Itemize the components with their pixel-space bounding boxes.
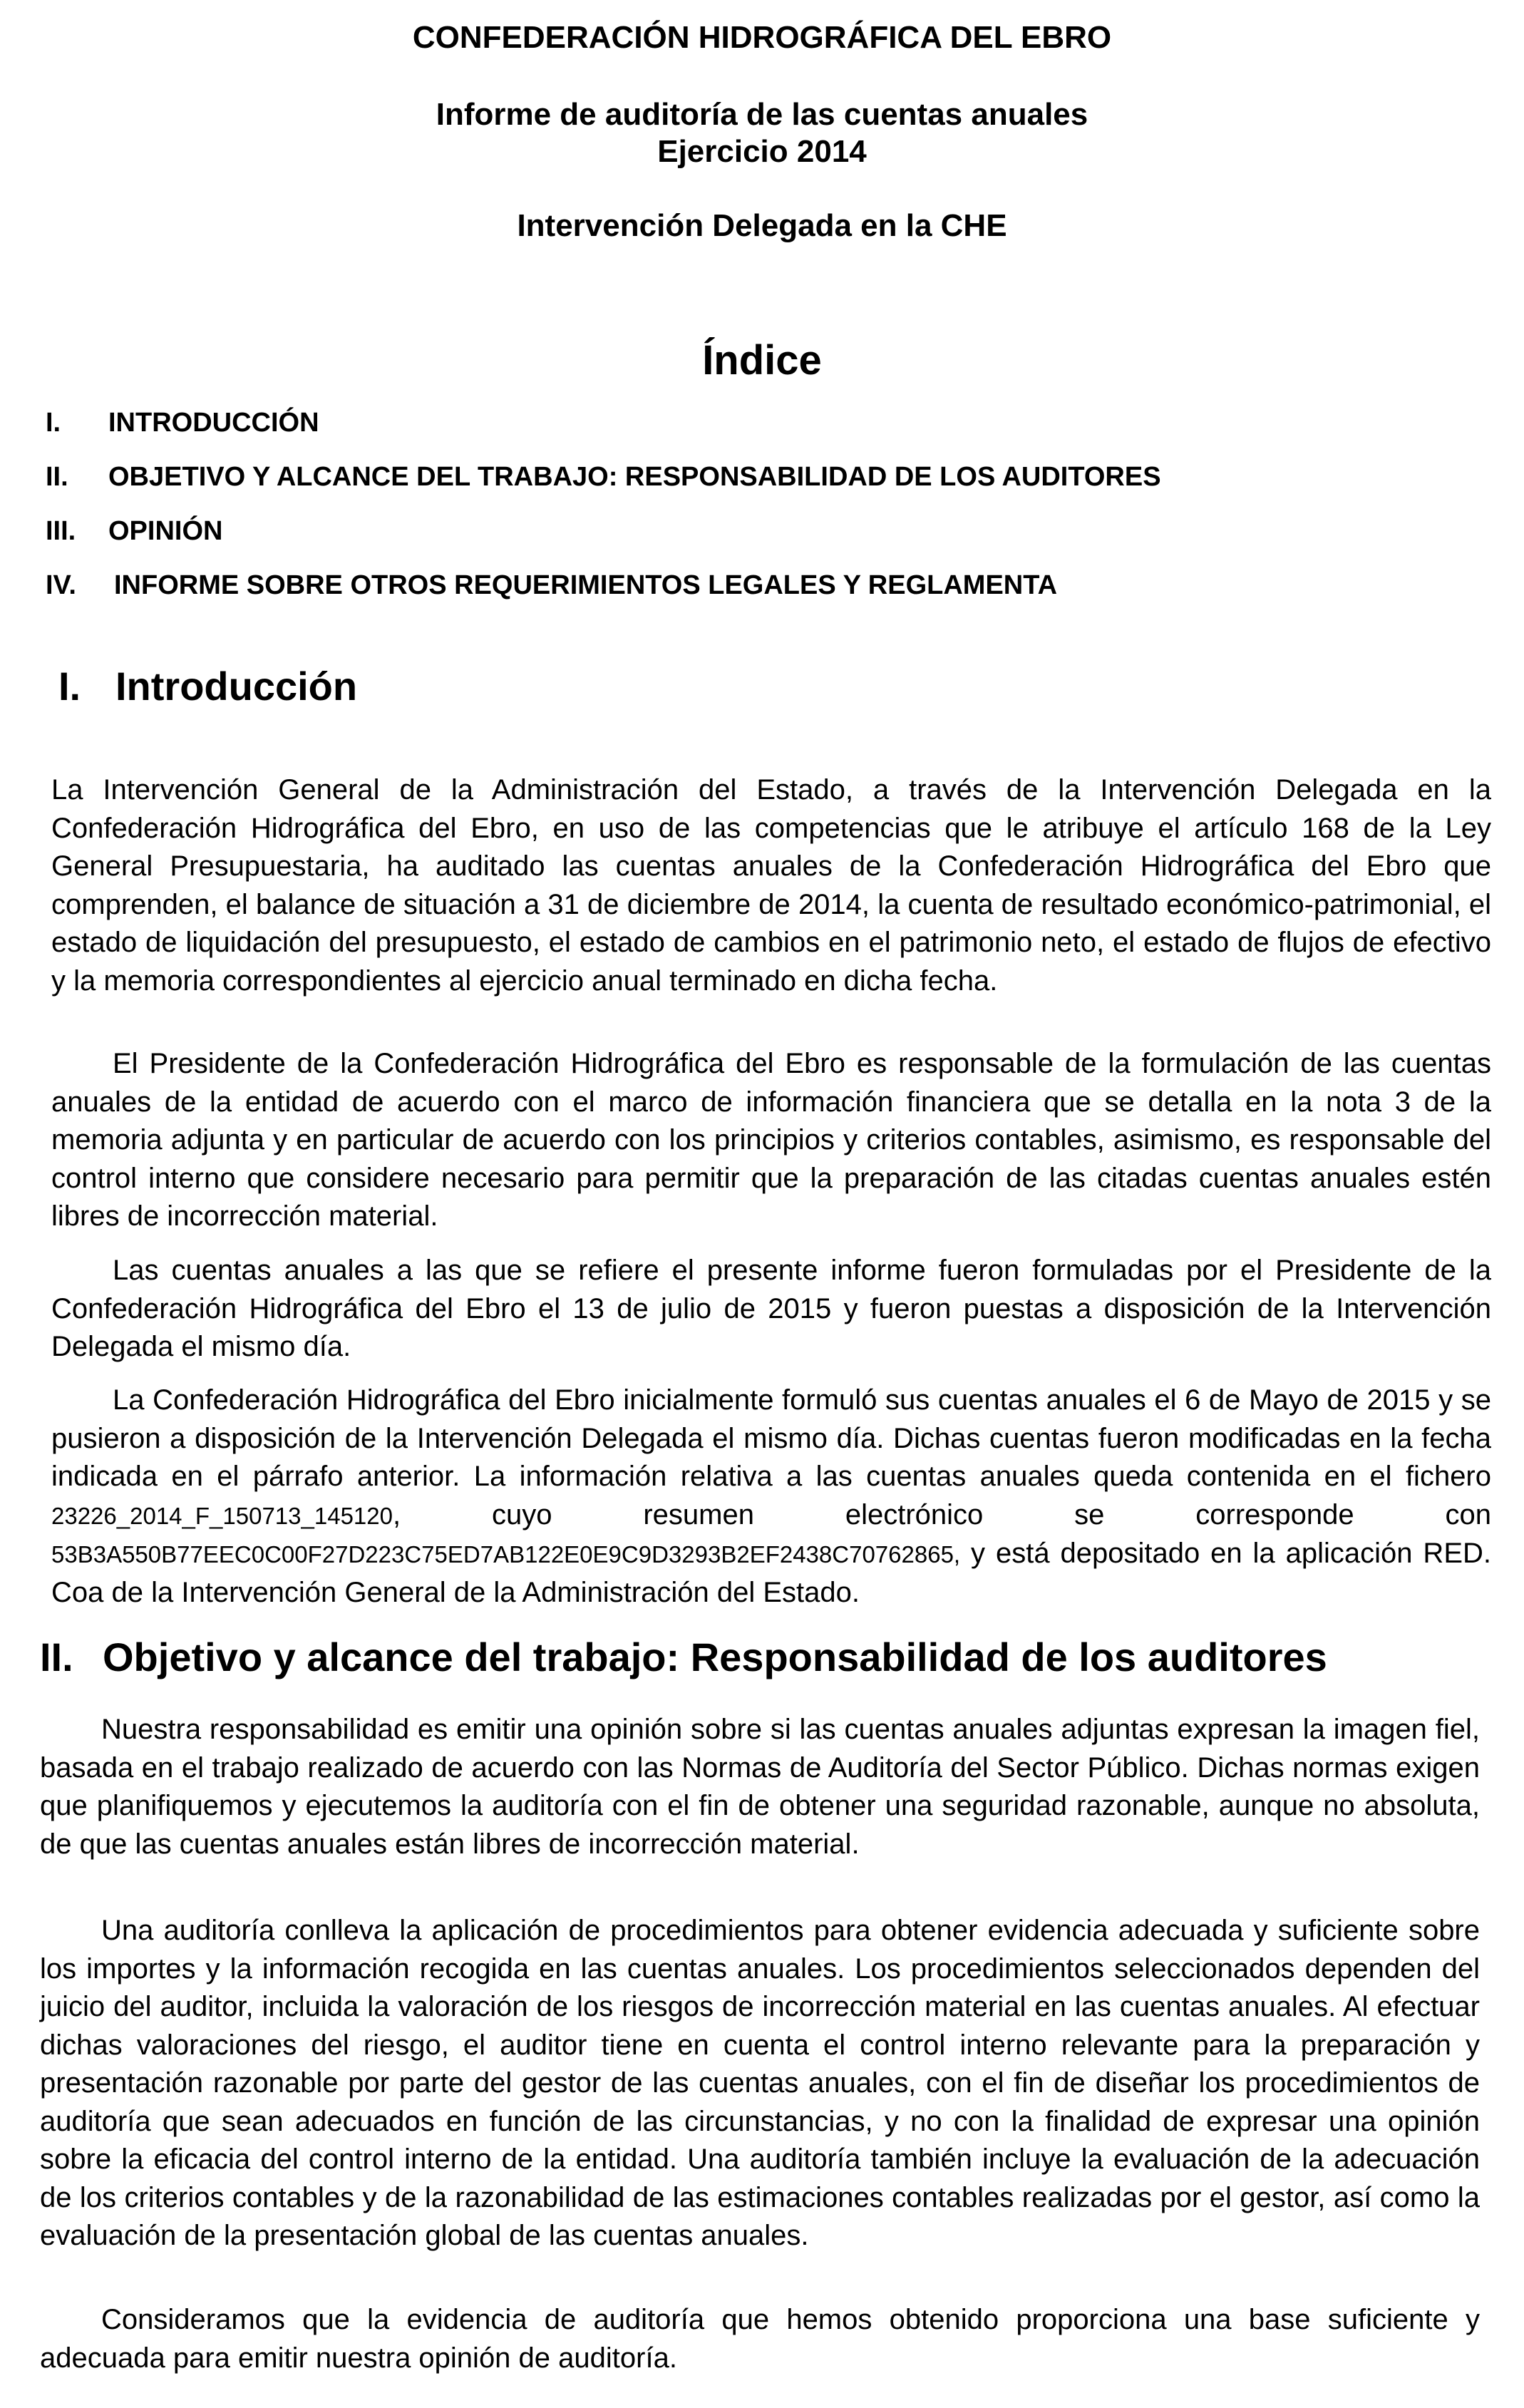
- intro-paragraph-2: El Presidente de la Confederación Hidrográfica del Ebro es responsable de la formulación de las cuentas anuales de la entidad de acuerdo con el marco de información financiera que se detalla en la nota 3 de la memoria adjunta y en particular de acuerdo con los principios y criterios contables, asimismo, es responsable del control interno que considere necesario para permitir que la preparación de las citadas cuentas anuales estén libres de incorrección material.: [51, 1048, 1491, 1232]
- file-name: 23226_2014_F_150713_145120: [51, 1502, 393, 1529]
- issuer: Intervención Delegada en la CHE: [517, 208, 1007, 243]
- objective-paragraph-3: Consideramos que la evidencia de auditoría que hemos obtenido proporciona una base suficiente y adecuada para emitir nuestra opinión de auditoría.: [40, 2304, 1480, 2374]
- section-title: Objetivo y alcance del trabajo: Responsabilidad de los auditores: [103, 1635, 1327, 1679]
- section-number: I.: [58, 664, 81, 709]
- objective-paragraph-2: Una auditoría conlleva la aplicación de procedimientos para obtener evidencia adecuada y suficiente sobre los importes y la información recogida en las cuentas anuales. Los procedimientos seleccionados dependen del juicio del auditor, incluida la valoración de los riesgos de incorrección material en las cuentas anuales. Al efectuar dichas valoraciones del riesgo, el auditor tiene en cuenta el control interno relevante para la preparación y presentación razonable por parte del gestor de las cuentas anuales, con el fin de diseñar los procedimientos de auditoría que sean adecuados en función de las circunstancias, y no con la finalidad de expresar una opinión sobre la eficacia del control interno de la entidad. Una auditoría también incluye la evaluación de la adecuación de los criterios contables y de la razonabilidad de las estimaciones contables realizadas por el gestor, así como la evaluación de la presentación global de las cuentas anuales.: [40, 1915, 1480, 2251]
- organization-title: CONFEDERACIÓN HIDROGRÁFICA DEL EBRO: [412, 20, 1112, 55]
- toc-item-label: INTRODUCCIÓN: [108, 408, 319, 438]
- toc-item-label: INFORME SOBRE OTROS REQUERIMIENTOS LEGALES Y REGLAMENTA: [114, 570, 1058, 600]
- toc-item-introduction: [46, 408, 319, 438]
- report-title: Informe de auditoría de las cuentas anuales: [436, 97, 1088, 132]
- toc-item-number: I.: [46, 408, 61, 438]
- toc-item-legal-requirements: [46, 570, 1057, 601]
- toc-item-objective: [46, 462, 1161, 493]
- toc-title: Índice: [702, 337, 822, 384]
- intro-paragraph-4: [51, 1381, 1491, 1612]
- section-heading-introduction: [58, 663, 357, 709]
- toc-item-number: IV.: [46, 570, 76, 600]
- toc-item-label: OPINIÓN: [108, 516, 223, 546]
- fiscal-year: Ejercicio 2014: [657, 134, 867, 169]
- section-title: Introducción: [115, 664, 358, 709]
- section-heading-objective: [40, 1634, 1327, 1680]
- toc-item-number: II.: [46, 462, 68, 492]
- objective-paragraph-1: Nuestra responsabilidad es emitir una opinión sobre si las cuentas anuales adjuntas expresan la imagen fiel, basada en el trabajo realizado de acuerdo con las Normas de Auditoría del Sector Público. Dichas normas exigen que planifiquemos y ejecutemos la auditoría con el fin de obtener una seguridad razonable, aunque no absoluta, de que las cuentas anuales están libres de incorrección material.: [40, 1714, 1480, 1860]
- toc-item-label: OBJETIVO Y ALCANCE DEL TRABAJO: RESPONSABILIDAD DE LOS AUDITORES: [108, 462, 1161, 492]
- intro-paragraph-3: Las cuentas anuales a las que se refiere el presente informe fueron formuladas por el Presidente de la Confederación Hidrográfica del Ebro el 13 de julio de 2015 y fueron puestas a disposición de la Intervención Delegada el mismo día.: [51, 1255, 1491, 1362]
- toc-item-number: III.: [46, 516, 76, 546]
- intro-paragraph-4-text-c: y está depositado en la aplicación RED. Coa de la Intervención General de la Administración del Estado.: [51, 1538, 1491, 1608]
- intro-paragraph-4-text-a: La Confederación Hidrográfica del Ebro inicialmente formuló sus cuentas anuales el 6 de Mayo de 2015 y se pusieron a disposición de la Intervención Delegada el mismo día. Dichas cuentas fueron modificadas en la fecha indicada en el párrafo anterior. La información relativa a las cuentas anuales queda contenida en el fichero: [51, 1384, 1491, 1492]
- section-number: II.: [40, 1635, 73, 1679]
- intro-paragraph-4-text-b: , cuyo resumen electrónico se corresponde con: [392, 1498, 1491, 1530]
- toc-item-opinion: [46, 516, 222, 547]
- electronic-hash: 53B3A550B77EEC0C00F27D223C75ED7AB122E0E9C9D3293B2EF2438C70762865,: [51, 1541, 961, 1568]
- intro-paragraph-1: La Intervención General de la Administración del Estado, a través de la Intervención Delegada en la Confederación Hidrográfica del Ebro, en uso de las competencias que le atribuye el artículo 168 de la Ley General Presupuestaria, ha auditado las cuentas anuales de la Confederación Hidrográfica del Ebro que comprenden, el balance de situación a 31 de diciembre de 2014, la cuenta de resultado económico-patrimonial, el estado de liquidación del presupuesto, el estado de cambios en el patrimonio neto, el estado de flujos de efectivo y la memoria correspondientes al ejercicio anual terminado en dicha fecha.: [51, 774, 1491, 997]
